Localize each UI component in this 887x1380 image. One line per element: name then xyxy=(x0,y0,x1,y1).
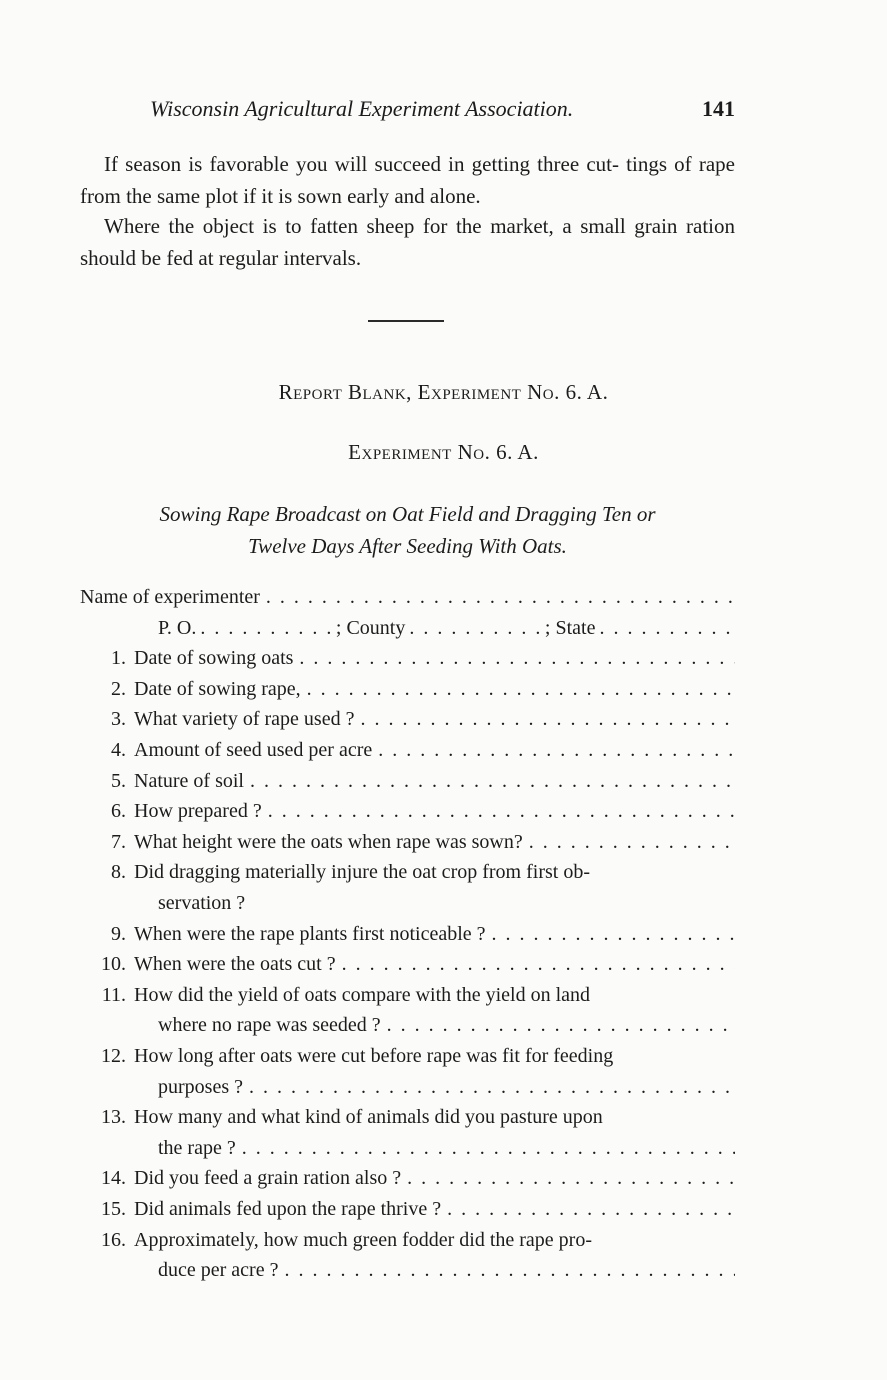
question-number: 11. xyxy=(101,983,126,1006)
question-number: 15. xyxy=(101,1198,126,1220)
section-divider xyxy=(368,320,444,322)
answer-field[interactable] xyxy=(250,766,735,796)
experimenter-name-field[interactable] xyxy=(266,582,735,612)
question-text-continued: duce per acre ? xyxy=(158,1259,279,1282)
question-number: 12. xyxy=(101,1045,126,1067)
experiment-heading: Experiment No. 6. A. xyxy=(348,440,539,464)
county-field[interactable] xyxy=(409,613,541,643)
answer-field[interactable] xyxy=(299,643,735,673)
question-text: Date of sowing rape, xyxy=(134,677,301,700)
paragraph-2-text: Where the object is to fatten sheep for the market, a small grain ration should be fed at regular intervals. xyxy=(80,214,735,270)
answer-field[interactable] xyxy=(242,1133,735,1163)
state-field[interactable] xyxy=(599,613,731,643)
form-question-13 xyxy=(80,1102,735,1132)
question-label xyxy=(80,919,486,949)
form-question-6 xyxy=(80,796,735,826)
question-number: 5. xyxy=(111,769,126,792)
question-continuation-16 xyxy=(158,1255,735,1285)
running-head xyxy=(150,96,735,122)
question-text: How prepared ? xyxy=(134,800,262,823)
form-question-3 xyxy=(80,704,735,734)
question-text-continued: purposes ? xyxy=(158,1075,243,1098)
question-number: 1. xyxy=(111,647,126,670)
question-label xyxy=(80,704,354,734)
form-question-5 xyxy=(80,766,735,796)
form-question-8 xyxy=(80,857,735,887)
question-text: Nature of soil xyxy=(134,769,244,792)
question-number: 16. xyxy=(101,1228,126,1251)
answer-field[interactable] xyxy=(387,1010,735,1040)
form-question-2 xyxy=(80,674,735,704)
question-number: 9. xyxy=(111,922,126,945)
question-label xyxy=(80,643,293,673)
question-label xyxy=(80,857,590,887)
form-question-14 xyxy=(80,1163,735,1193)
form-question-12 xyxy=(80,1041,735,1071)
answer-field[interactable] xyxy=(284,1255,735,1285)
question-text: When were the oats cut ? xyxy=(134,953,336,976)
question-label xyxy=(80,735,372,765)
question-text: What height were the oats when rape was sown? xyxy=(134,830,523,853)
paragraph-2 xyxy=(80,210,735,274)
paragraph-1-text: If season is favorable you will succeed in getting three cut- tings of rape from the same plot if it is sown early and alone. xyxy=(80,152,735,208)
question-text: When were the rape plants first noticeable ? xyxy=(134,922,486,945)
question-text: Did animals fed upon the rape thrive ? xyxy=(134,1198,442,1220)
report-blank-heading: Report Blank, Experiment No. 6. A. xyxy=(278,380,609,404)
question-label xyxy=(80,796,262,826)
question-text: Date of sowing oats xyxy=(134,647,294,670)
experimenter-name-line xyxy=(80,582,735,612)
question-continuation-12 xyxy=(158,1072,735,1102)
subtitle-line-2: Twelve Days After Seeding With Oats. xyxy=(248,534,567,558)
form-question-7 xyxy=(80,827,735,857)
question-continuation-8 xyxy=(158,888,735,918)
question-number: 14. xyxy=(101,1167,126,1190)
running-head-title: Wisconsin Agricultural Experiment Association. xyxy=(150,96,574,121)
question-label xyxy=(80,1225,592,1255)
subtitle-line-1: Sowing Rape Broadcast on Oat Field and Dragging Ten or xyxy=(159,502,656,526)
answer-field[interactable] xyxy=(360,704,735,734)
question-number: 10. xyxy=(101,953,126,976)
form-question-10 xyxy=(80,949,735,979)
form-question-1 xyxy=(80,643,735,673)
question-text: Did you feed a grain ration also ? xyxy=(134,1167,402,1190)
question-label xyxy=(80,1163,401,1193)
po-field[interactable] xyxy=(200,613,332,643)
form-question-16 xyxy=(80,1225,735,1255)
question-continuation-11 xyxy=(158,1010,735,1040)
address-line xyxy=(158,613,735,643)
question-text: Approximately, how much green fodder did the rape pro- xyxy=(134,1228,592,1251)
page-number: 141 xyxy=(702,96,735,121)
question-text-continued: servation ? xyxy=(158,892,246,914)
answer-field[interactable] xyxy=(342,949,735,979)
answer-field[interactable] xyxy=(529,827,735,857)
answer-field[interactable] xyxy=(378,735,735,765)
answer-field[interactable] xyxy=(249,1072,735,1102)
form-question-15 xyxy=(80,1194,735,1224)
question-label xyxy=(80,980,590,1010)
question-text: What variety of rape used ? xyxy=(134,708,355,731)
form-question-4 xyxy=(80,735,735,765)
answer-field[interactable] xyxy=(268,796,735,826)
answer-field[interactable] xyxy=(492,919,735,949)
answer-field[interactable] xyxy=(407,1163,735,1193)
question-number: 13. xyxy=(101,1106,126,1129)
question-label xyxy=(80,1102,603,1132)
question-text: Amount of seed used per acre xyxy=(134,739,373,761)
experiment-subtitle xyxy=(80,498,735,562)
state-label: ; State xyxy=(544,616,596,639)
county-label: ; County xyxy=(335,616,406,639)
question-text-continued: the rape ? xyxy=(158,1136,236,1159)
question-label xyxy=(80,949,336,979)
answer-field[interactable] xyxy=(447,1194,735,1224)
paragraph-1 xyxy=(80,148,735,212)
question-label xyxy=(80,674,301,704)
po-label: P. O. xyxy=(158,616,197,639)
question-number: 6. xyxy=(111,800,126,823)
question-text: How many and what kind of animals did you pasture upon xyxy=(134,1106,603,1129)
form-question-11 xyxy=(80,980,735,1010)
form-question-9 xyxy=(80,919,735,949)
question-label xyxy=(80,827,523,857)
question-number: 2. xyxy=(111,677,126,700)
question-text: How long after oats were cut before rape was fit for feeding xyxy=(134,1045,614,1067)
answer-field[interactable] xyxy=(307,674,735,704)
question-text: Did dragging materially injure the oat crop from first ob- xyxy=(134,861,590,884)
question-label xyxy=(80,1194,441,1224)
question-number: 3. xyxy=(111,708,126,731)
question-number: 7. xyxy=(111,830,126,853)
question-text: How did the yield of oats compare with the yield on land xyxy=(134,983,591,1006)
question-label xyxy=(80,766,244,796)
question-number: 4. xyxy=(111,739,126,761)
question-number: 8. xyxy=(111,861,126,884)
question-text-continued: where no rape was seeded ? xyxy=(158,1014,381,1037)
question-continuation-13 xyxy=(158,1133,735,1163)
question-label xyxy=(80,1041,613,1071)
experimenter-name-label: Name of experimenter xyxy=(80,586,260,608)
